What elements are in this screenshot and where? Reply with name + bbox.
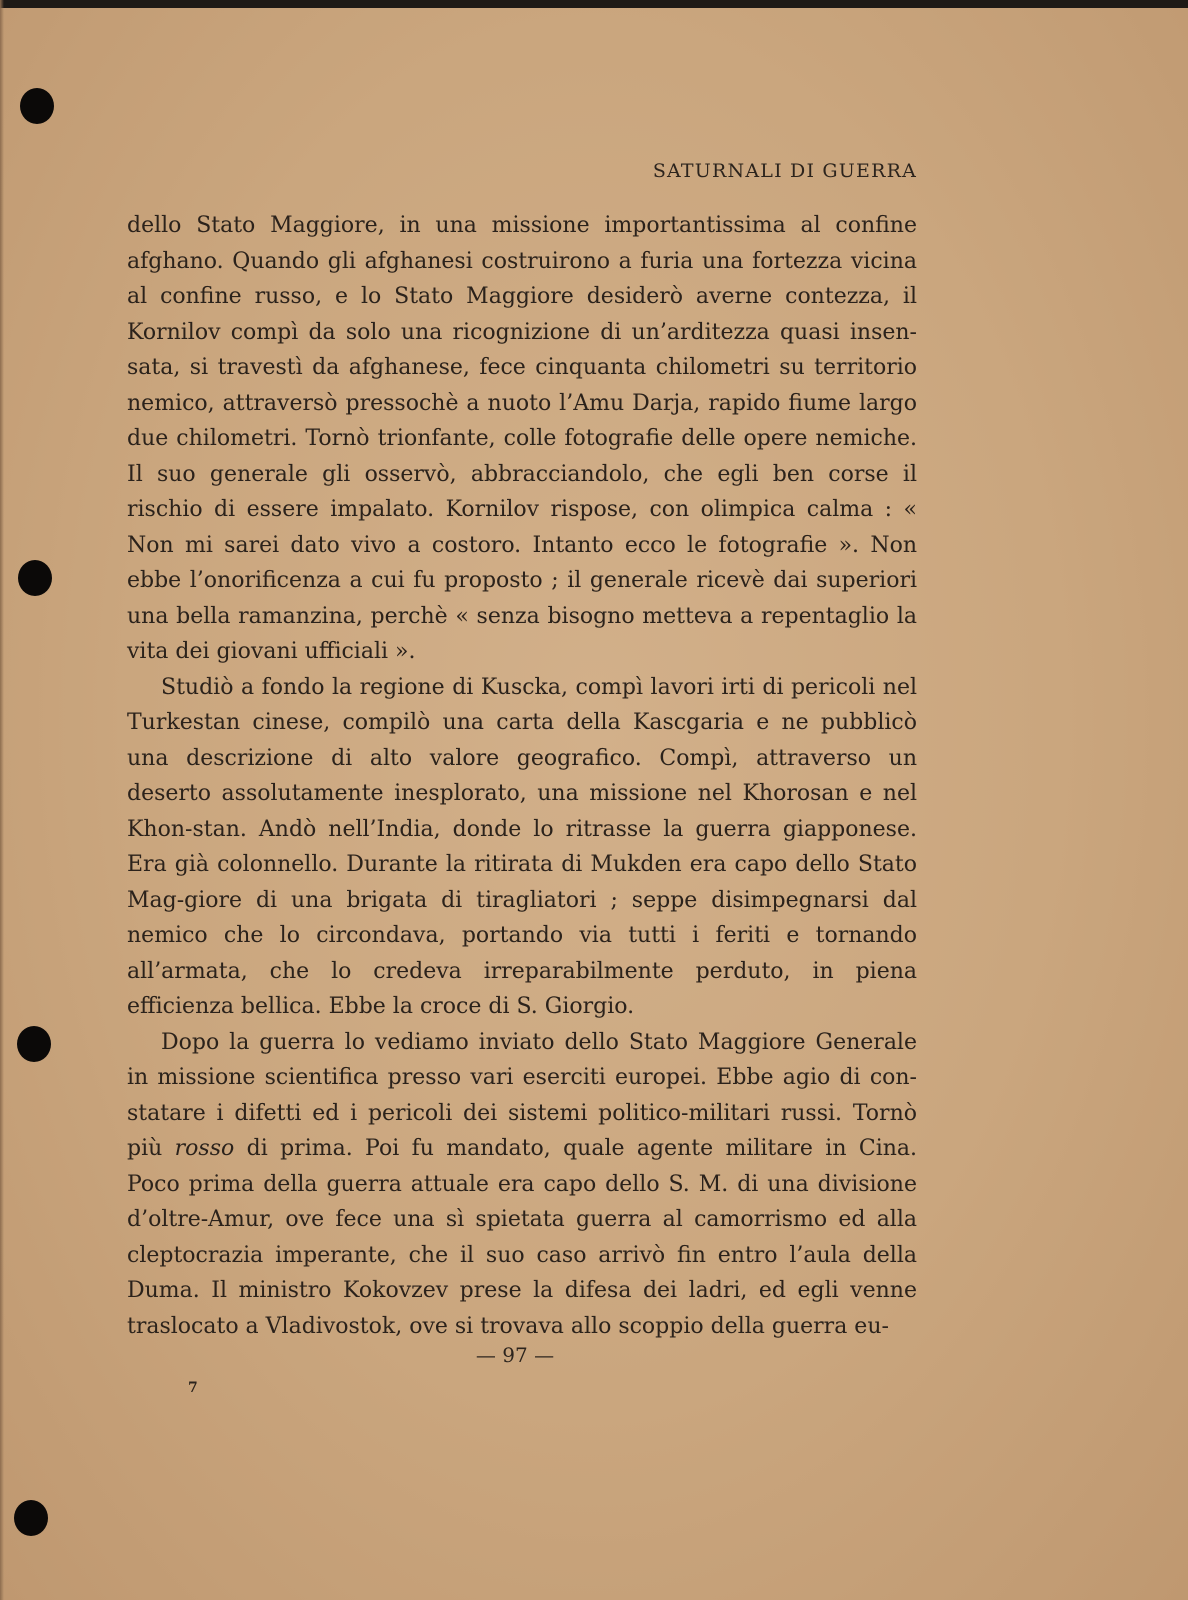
punch-hole (14, 1500, 48, 1536)
punch-hole (20, 88, 54, 124)
paragraph: Studiò a fondo la regione di Kuscka, compì lavori irti di pericoli nel Turkestan cinese, compilò una carta della Kascgaria e ne pubblicò una descrizione di alto valore geografico. Compì, attraverso un deserto assolutamente inesplorato, una missione nel Khorosan e nel Khon-stan. Andò nell’India, donde lo ritrasse la guerra giapponese. Era già colonnello. Durante la ritirata di Mukden era capo dello Stato Mag-giore di una brigata di tiragliatori ; seppe disimpegnarsi dal nemico che lo circondava, portando via tutti i feriti e tornando all’armata, che lo credeva irreparabilmente perduto, in piena efficienza bellica. Ebbe la croce di S. Giorgio. (127, 674, 917, 1019)
page-number: — 97 — (475, 1343, 555, 1367)
paragraph-text: Dopo la guerra lo vediamo inviato dello Stato Maggiore Generale in missione scientifica presso vari eserciti europei. Ebbe agio di con-statare i difetti ed i pericoli dei sistemi politico-militari russi. Tornò più (127, 1029, 917, 1161)
paragraph: dello Stato Maggiore, in una missione importantissima al confine afghano. Quando gli afghanesi costruirono a furia una fortezza vicina al confine russo, e lo Stato Maggiore desiderò averne contezza, il Kornilov compì da solo una ricognizione di un’arditezza quasi insen-sata, si travestì da afghanese, fece cinquanta chilometri su territorio nemico, attraversò pressochè a nuoto l’Amu Darja, rapido fiume largo due chilometri. Tornò trionfante, colle fotografie delle opere nemiche. Il suo generale gli osservò, abbracciandolo, che egli ben corse il rischio di essere impalato. Kornilov rispose, con olimpica calma : « Non mi sarei dato vivo a costoro. Intanto ecco le fotografie ». Non ebbe l’onorificenza a cui fu proposto ; il generale ricevè dai superiori una bella ramanzina, perchè « senza bisogno metteva a repentaglio la vita dei giovani ufficiali ». (127, 213, 917, 664)
scan-top-edge (0, 0, 1188, 8)
italic-word: rosso (174, 1136, 235, 1161)
paragraph (127, 1025, 917, 1345)
running-head: SATURNALI DI GUERRA (652, 160, 917, 182)
paragraph-text: di prima. Poi fu mandato, quale agente militare in Cina. Poco prima della guerra attuale era capo dello S. M. di una divisione d’oltre-Amur, ove fece una sì spietata guerra al camorrismo ed alla cleptocrazia imperante, che il suo caso arrivò fin entro l’aula della Duma. Il ministro Kokovzev prese la difesa dei ladri, ed egli venne traslocato a Vladivostok, ove si trovava allo scoppio della guerra eu- (127, 1136, 918, 1339)
signature-mark: 7 (188, 1380, 198, 1396)
punch-hole (18, 560, 52, 596)
body-text (127, 208, 917, 1344)
punch-hole (17, 1026, 51, 1062)
